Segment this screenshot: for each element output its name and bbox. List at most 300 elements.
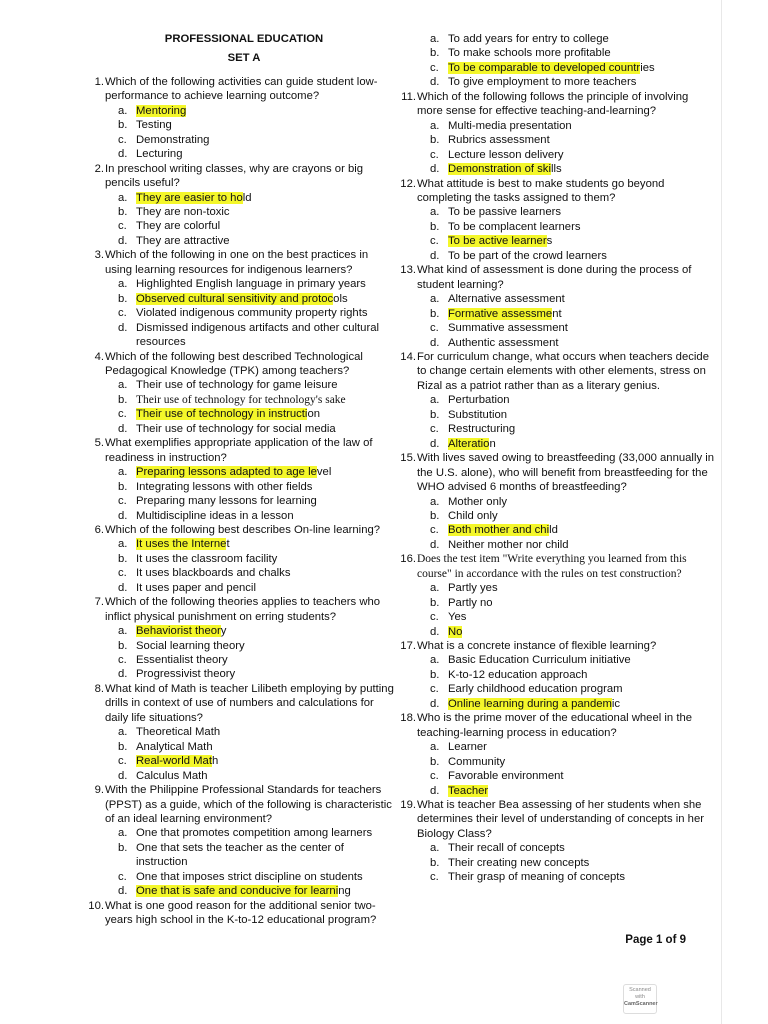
answer-rest: ng	[338, 885, 351, 898]
answer-option	[118, 566, 398, 580]
option-letter: b.	[430, 509, 440, 522]
option-text: Authentic assessment	[448, 336, 559, 349]
option-text: Essentialist theory	[136, 654, 228, 667]
question-text: For curriculum change, what occurs when teachers decide to change certain elements with other elements, stress on Rizal as a patriot rather than as a literary genius.	[417, 350, 709, 392]
answer-rest: lls	[550, 163, 562, 176]
option-text: Lecture lesson delivery	[448, 148, 564, 161]
answer-option	[118, 537, 398, 551]
option-letter: b.	[118, 292, 128, 305]
question-text: What exemplifies appropriate application of the law of readiness in instruction?	[105, 437, 373, 464]
option-letter: a.	[430, 206, 440, 219]
option-letter: c.	[118, 495, 127, 508]
answer-option	[118, 884, 398, 898]
page-edge	[721, 0, 722, 1024]
question-text: With lives saved owing to breastfeeding (33,000 annually in the U.S. alone), who will benefit from breastfeeding for the WHO advised 6 months of breastfeeding?	[417, 452, 715, 494]
option-letter: c.	[430, 770, 439, 783]
option-text: Alternative assessment	[448, 293, 565, 306]
question-item	[84, 75, 398, 162]
option-letter: a.	[118, 466, 128, 479]
question-number: 6.	[94, 523, 104, 536]
option-letter: d.	[118, 321, 128, 334]
option-letter: a.	[118, 379, 128, 392]
question-row	[396, 639, 716, 653]
option-letter: c.	[430, 423, 439, 436]
question-row	[84, 595, 398, 624]
option-text: One that promotes competition among learners	[136, 827, 373, 840]
answer-option	[118, 234, 398, 248]
question-row	[396, 552, 716, 581]
option-letter: b.	[118, 205, 128, 218]
option-text: Early childhood education program	[448, 683, 623, 696]
option-text: Demonstrating	[136, 133, 210, 146]
answer-option	[430, 523, 716, 537]
option-text: Perturbation	[448, 394, 510, 407]
answer-option	[430, 32, 716, 46]
question-number: 8.	[94, 682, 104, 695]
option-text: To be part of the crowd learners	[448, 249, 607, 262]
answer-option	[430, 61, 716, 75]
highlighted-answer	[136, 465, 398, 479]
question-item	[396, 263, 716, 350]
scan-stamp-brand: CamScanner	[624, 1001, 658, 1007]
question-row	[84, 350, 398, 379]
question-row	[396, 263, 716, 292]
option-text: It uses blackboards and chalks	[136, 567, 291, 580]
question-item	[84, 682, 398, 783]
option-text: Highlighted English language in primary years	[136, 278, 366, 291]
question-text: What attitude is best to make students go beyond completing the tasks assigned to them?	[417, 177, 665, 204]
option-text: Mother only	[448, 495, 508, 508]
answer-option	[430, 46, 716, 60]
answer-option	[430, 119, 716, 133]
question-item	[84, 783, 398, 899]
question-number: 3.	[94, 249, 104, 262]
answer-rest: ld	[549, 524, 558, 537]
answer-rest: ld	[242, 191, 252, 204]
option-letter: d.	[118, 148, 128, 161]
right-question-list	[396, 32, 716, 885]
answer-option	[118, 306, 398, 320]
option-letter: c.	[430, 871, 439, 884]
answer-option	[118, 667, 398, 681]
answer-option	[118, 219, 398, 233]
answer-options	[118, 191, 398, 249]
answer-option	[430, 653, 716, 667]
document-title: PROFESSIONAL EDUCATION	[164, 33, 324, 45]
question-row	[84, 248, 398, 277]
answer-rest: nt	[552, 307, 562, 320]
option-text: Summative assessment	[448, 322, 568, 335]
question-text: With the Philippine Professional Standards for teachers (PPST) as a guide, which of the following is characteristic of an ideal learning environment?	[105, 784, 392, 826]
option-letter: b.	[430, 307, 440, 320]
option-letter: a.	[430, 654, 440, 667]
option-letter: b.	[430, 220, 440, 233]
option-text: To make schools more profitable	[448, 47, 611, 60]
question-number: 15.	[400, 452, 416, 465]
option-letter: d.	[430, 163, 440, 176]
question-item	[396, 90, 716, 177]
option-letter: d.	[430, 784, 440, 797]
option-letter: d.	[118, 668, 128, 681]
option-text: Preparing many lessons for learning	[136, 495, 317, 508]
question-number: 19.	[400, 799, 416, 812]
option-letter: d.	[118, 769, 128, 782]
answer-highlight: No	[448, 625, 463, 638]
answer-rest: h	[211, 755, 219, 768]
question-item	[396, 32, 716, 90]
option-letter: a.	[430, 33, 440, 45]
question-number: 5.	[94, 437, 104, 450]
answer-option	[118, 494, 398, 508]
answer-option	[118, 393, 398, 407]
option-text: It uses the classroom facility	[136, 552, 278, 565]
question-number: 16.	[400, 553, 416, 566]
question-item	[396, 350, 716, 451]
highlighted-answer	[448, 437, 716, 451]
highlighted-answer	[136, 754, 398, 768]
option-text: To be complacent learners	[448, 220, 581, 233]
question-number: 4.	[94, 350, 104, 363]
answer-option	[430, 495, 716, 509]
question-number: 1.	[94, 75, 104, 88]
question-text: Which of the following in one on the best practices in using learning resources for indigenous learners?	[105, 249, 369, 276]
answer-option	[118, 826, 398, 840]
answer-rest: ic	[611, 697, 621, 710]
question-text: Which of the following best describes On-line learning?	[105, 523, 381, 536]
option-text: Child only	[448, 509, 498, 522]
highlighted-answer	[136, 624, 398, 638]
question-item	[84, 350, 398, 437]
answer-option	[430, 841, 716, 855]
option-text: Multi-media presentation	[448, 119, 572, 132]
document-header	[90, 32, 398, 66]
answer-option	[118, 769, 398, 783]
answer-options	[430, 740, 716, 798]
answer-options	[430, 119, 716, 177]
option-letter: b.	[430, 755, 440, 768]
question-text: In preschool writing classes, why are crayons or big pencils useful?	[105, 162, 364, 190]
question-row	[84, 682, 398, 725]
answer-options	[430, 292, 716, 350]
answer-option	[430, 596, 716, 610]
question-row	[84, 523, 398, 537]
answer-option	[118, 639, 398, 653]
right-column	[396, 32, 716, 885]
answer-option	[430, 307, 716, 321]
answer-options	[118, 465, 398, 523]
question-row	[396, 350, 716, 393]
option-letter: c.	[430, 683, 439, 696]
answer-options	[118, 537, 398, 595]
answer-option	[430, 336, 716, 350]
option-text: Substitution	[448, 408, 508, 421]
answer-option	[430, 393, 716, 407]
option-letter: c.	[430, 524, 439, 537]
answer-option	[118, 191, 398, 205]
answer-highlight: To be comparable to developed countr	[448, 61, 641, 74]
highlighted-answer	[448, 625, 716, 639]
answer-highlight: It uses the Interne	[136, 538, 227, 551]
answer-options	[118, 624, 398, 682]
option-text: Their recall of concepts	[448, 842, 565, 855]
option-text: Calculus Math	[136, 769, 208, 782]
option-letter: b.	[118, 393, 128, 406]
option-text: One that imposes strict discipline on students	[136, 870, 363, 883]
question-item	[84, 436, 398, 523]
option-text: Violated indigenous community property rights	[136, 307, 368, 320]
option-text: Learner	[448, 741, 487, 754]
question-number: 7.	[94, 596, 104, 609]
question-text: Which of the following best described Technological Pedagogical Knowledge (TPK) among teachers?	[105, 350, 363, 377]
highlighted-answer	[448, 523, 716, 537]
answer-rest: t	[226, 538, 230, 551]
option-letter: d.	[118, 885, 128, 898]
answer-option	[430, 697, 716, 711]
option-letter: d.	[118, 581, 128, 594]
highlighted-answer	[448, 697, 716, 711]
answer-option	[430, 870, 716, 884]
question-row	[396, 451, 716, 494]
question-row	[396, 177, 716, 206]
option-letter: d.	[430, 625, 440, 638]
answer-option	[430, 682, 716, 696]
answer-option	[430, 422, 716, 436]
highlighted-answer	[136, 292, 398, 306]
highlighted-answer	[448, 307, 716, 321]
option-letter: d.	[430, 437, 440, 450]
option-text: They are non-toxic	[136, 205, 230, 218]
answer-highlight: Mentoring	[136, 104, 187, 117]
question-item	[84, 162, 398, 249]
highlighted-answer	[136, 191, 398, 205]
answer-highlight: They are easier to ho	[136, 191, 243, 204]
option-letter: d.	[430, 336, 440, 349]
answer-highlight: Their use of technology in instructi	[136, 408, 308, 421]
option-letter: a.	[118, 104, 128, 117]
highlighted-answer	[136, 537, 398, 551]
answer-option	[118, 653, 398, 667]
answer-option	[430, 437, 716, 451]
option-letter: c.	[118, 307, 127, 320]
option-letter: c.	[118, 755, 127, 768]
answer-rest: ols	[333, 292, 348, 305]
highlighted-answer	[136, 104, 398, 118]
question-row	[84, 783, 398, 826]
answer-option	[430, 162, 716, 176]
answer-options	[430, 581, 716, 639]
option-text: Progressivist theory	[136, 668, 236, 681]
option-letter: a.	[118, 827, 128, 840]
option-letter: a.	[430, 394, 440, 407]
question-row	[396, 711, 716, 740]
answer-option	[118, 407, 398, 421]
option-letter: b.	[118, 480, 128, 493]
question-item	[396, 798, 716, 885]
option-letter: c.	[430, 61, 439, 74]
option-text: They are attractive	[136, 234, 230, 247]
question-item	[84, 523, 398, 595]
answer-option	[430, 784, 716, 798]
option-letter: a.	[430, 582, 440, 595]
option-text: Integrating lessons with other fields	[136, 480, 313, 493]
answer-options	[118, 725, 398, 783]
option-text: Rubrics assessment	[448, 134, 550, 147]
option-letter: d.	[118, 234, 128, 247]
answer-option	[430, 610, 716, 624]
option-text: Their use of technology for social media	[136, 422, 336, 435]
question-item	[84, 248, 398, 349]
answer-option	[430, 755, 716, 769]
option-letter: d.	[118, 422, 128, 435]
camscanner-stamp	[623, 984, 657, 1014]
option-text: Multidiscipline ideas in a lesson	[136, 509, 294, 522]
option-text: Dismissed indigenous artifacts and other cultural resources	[136, 321, 380, 349]
option-text: Their use of technology for technology's sake	[136, 393, 346, 406]
answer-highlight: Behaviorist theor	[136, 625, 221, 638]
option-letter: c.	[118, 220, 127, 233]
question-item	[84, 595, 398, 682]
answer-rest: s	[546, 235, 553, 248]
answer-rest: vel	[316, 466, 332, 479]
answer-option	[118, 552, 398, 566]
option-text: Basic Education Curriculum initiative	[448, 654, 631, 667]
option-text: K-to-12 education approach	[448, 668, 588, 681]
option-text: Favorable environment	[448, 770, 564, 783]
question-row	[84, 75, 398, 104]
question-number: 17.	[400, 640, 416, 653]
answer-option	[430, 856, 716, 870]
answer-options	[430, 32, 716, 90]
answer-option	[430, 740, 716, 754]
answer-option	[118, 870, 398, 884]
option-letter: d.	[118, 509, 128, 522]
option-letter: a.	[430, 495, 440, 508]
highlighted-answer	[448, 784, 716, 798]
answer-rest: on	[307, 408, 321, 421]
option-text: Restructuring	[448, 423, 516, 436]
answer-rest: ies	[640, 61, 655, 74]
option-text: To give employment to more teachers	[448, 76, 637, 89]
option-letter: a.	[118, 726, 128, 739]
answer-highlight: Formative assessme	[448, 307, 553, 320]
option-letter: a.	[118, 625, 128, 638]
option-letter: c.	[118, 870, 127, 883]
answer-option	[430, 581, 716, 595]
answer-rest: y	[220, 625, 227, 638]
answer-option	[430, 220, 716, 234]
answer-option	[118, 480, 398, 494]
option-letter: c.	[118, 654, 127, 667]
answer-highlight: Real-world Mat	[136, 755, 212, 768]
answer-option	[118, 118, 398, 132]
answer-options	[118, 104, 398, 162]
option-text: Neither mother nor child	[448, 538, 569, 551]
option-letter: b.	[430, 596, 440, 609]
option-text: Partly yes	[448, 582, 498, 595]
question-item	[396, 639, 716, 711]
answer-options	[430, 653, 716, 711]
question-text: What is teacher Bea assessing of her students when she determines their level of understanding of concepts in her Biology Class?	[417, 799, 704, 840]
question-text: What kind of Math is teacher Lilibeth employing by putting drills in context of use of numbers and calculations for daily life situations?	[105, 682, 394, 724]
option-letter: c.	[118, 567, 127, 580]
question-text: Which of the following follows the principle of involving more sense for effective teaching-and-learning?	[417, 90, 689, 118]
option-text: Lecturing	[136, 148, 183, 161]
option-letter: b.	[430, 134, 440, 147]
answer-options	[430, 841, 716, 884]
highlighted-answer	[136, 407, 398, 421]
question-text: What is a concrete instance of flexible learning?	[417, 640, 657, 653]
option-letter: c.	[118, 408, 127, 421]
answer-option	[118, 740, 398, 754]
answer-option	[118, 509, 398, 523]
answer-option	[118, 378, 398, 392]
answer-options	[118, 826, 398, 898]
answer-option	[430, 75, 716, 89]
answer-option	[430, 321, 716, 335]
option-letter: a.	[430, 842, 440, 855]
option-letter: d.	[430, 697, 440, 710]
question-number: 12.	[400, 177, 416, 190]
option-letter: a.	[430, 293, 440, 306]
highlighted-answer	[136, 884, 398, 898]
answer-highlight: Online learning during a pandem	[448, 697, 612, 710]
answer-option	[118, 104, 398, 118]
option-letter: b.	[118, 639, 128, 652]
left-question-list	[84, 75, 398, 928]
answer-option	[118, 422, 398, 436]
question-text: Which of the following activities can guide student low-performance to achieve learning outcome?	[105, 75, 378, 103]
answer-option	[118, 205, 398, 219]
option-letter: a.	[118, 538, 128, 551]
answer-highlight: Demonstration of ski	[448, 163, 551, 176]
option-text: Social learning theory	[136, 639, 245, 652]
left-column	[84, 32, 398, 928]
answer-options	[430, 393, 716, 451]
question-row	[84, 436, 398, 465]
question-row	[396, 90, 716, 119]
question-number: 2.	[94, 162, 104, 175]
option-text: Their grasp of meaning of concepts	[448, 871, 626, 884]
question-text: What kind of assessment is done during the process of student learning?	[417, 264, 692, 291]
option-letter: c.	[430, 322, 439, 335]
question-text: Which of the following theories applies to teachers who inflict physical punishment on erring students?	[105, 596, 381, 623]
answer-option	[118, 277, 398, 291]
answer-highlight: Preparing lessons adapted to age le	[136, 466, 317, 479]
answer-option	[430, 292, 716, 306]
question-item	[396, 552, 716, 639]
answer-option	[118, 841, 398, 870]
question-row	[84, 899, 398, 928]
question-row	[84, 162, 398, 191]
answer-option	[430, 668, 716, 682]
question-row	[396, 798, 716, 841]
question-item	[84, 899, 398, 928]
question-number: 14.	[400, 350, 416, 363]
question-text: Does the test item "Write everything you learned from this course" in accordance with the rules on test construction?	[417, 553, 687, 580]
option-letter: c.	[430, 611, 439, 624]
answer-options	[430, 205, 716, 263]
answer-option	[430, 234, 716, 248]
option-letter: d.	[430, 538, 440, 551]
question-text: Who is the prime mover of the educational wheel in the teaching-learning process in education?	[417, 712, 693, 739]
question-number: 11.	[401, 90, 416, 103]
answer-option	[118, 292, 398, 306]
option-letter: d.	[430, 76, 440, 89]
question-item	[396, 451, 716, 552]
question-number: 10.	[88, 899, 104, 912]
option-letter: b.	[118, 552, 128, 565]
question-number: 13.	[400, 264, 416, 277]
